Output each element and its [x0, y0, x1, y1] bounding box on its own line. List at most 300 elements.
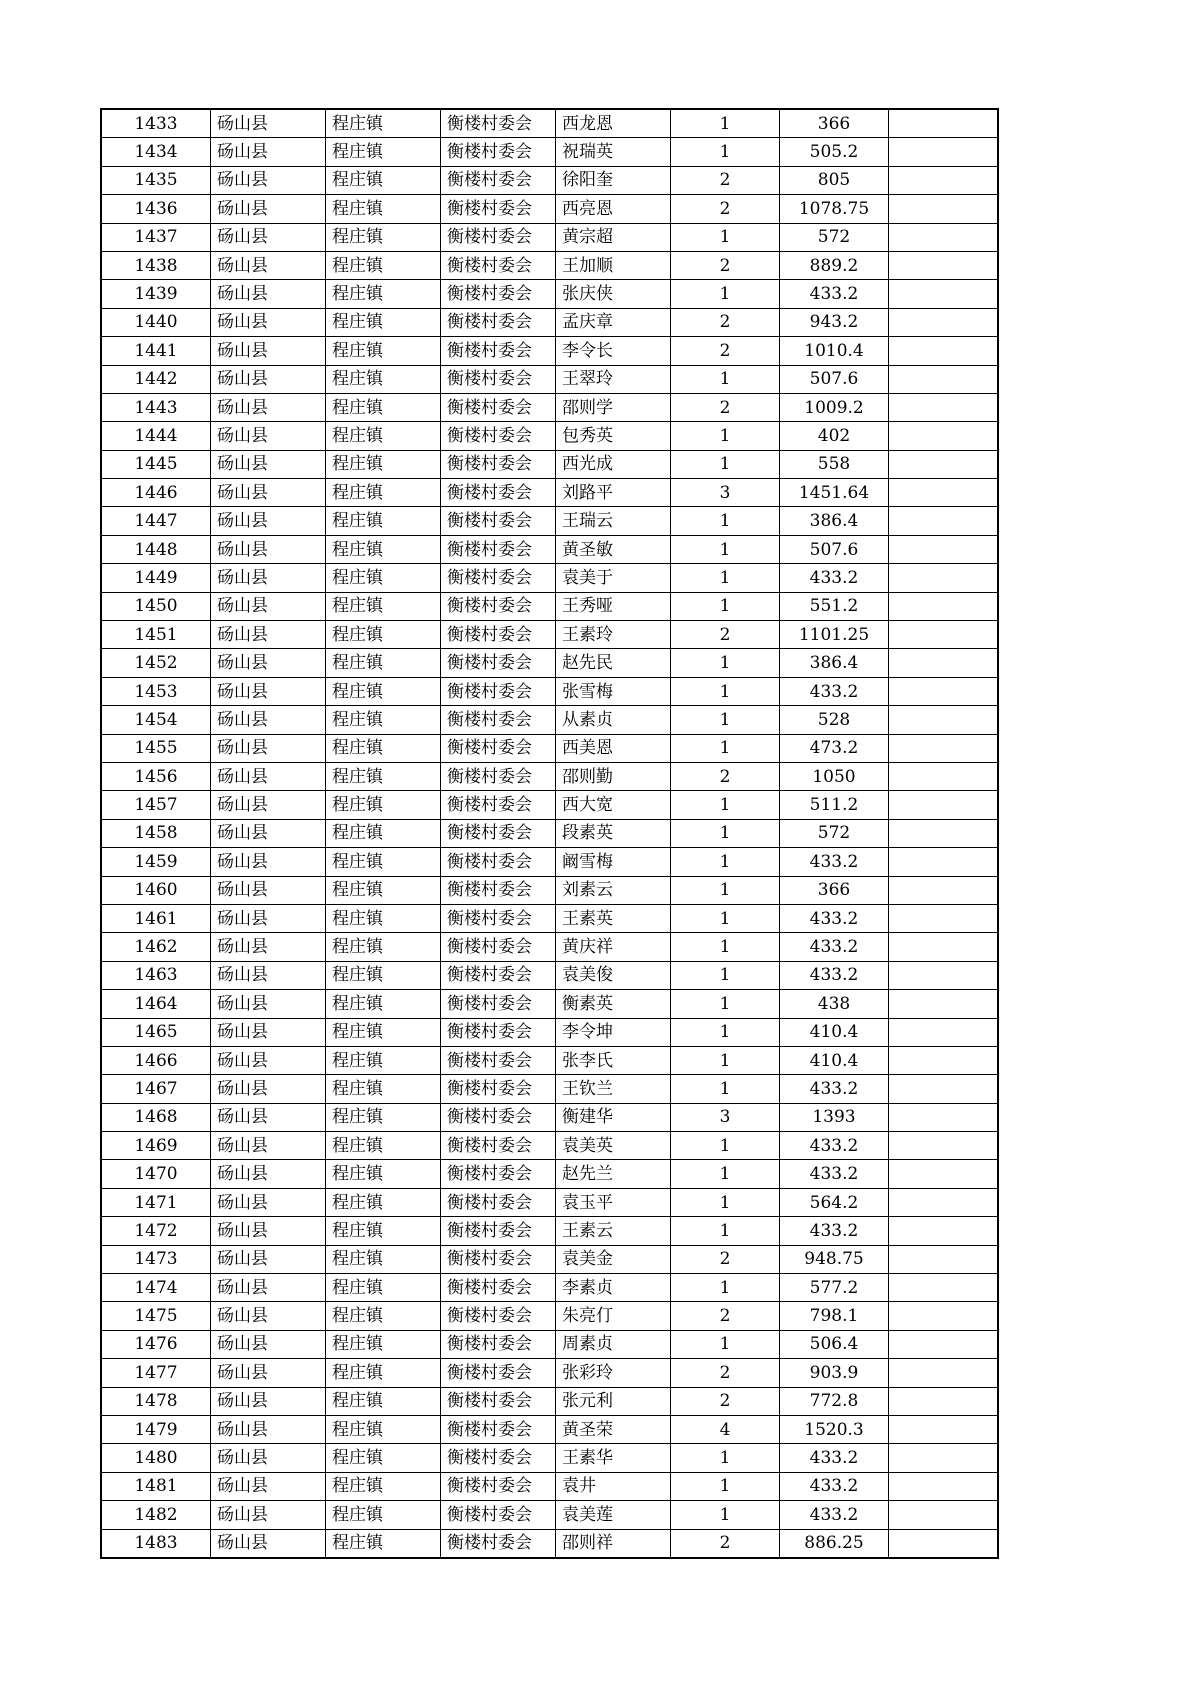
household-count-cell: 1: [671, 791, 780, 819]
note-cell: [889, 223, 999, 251]
table-row: [101, 990, 998, 1018]
row-number-cell: 1464: [101, 990, 211, 1018]
village-cell: 衡楼村委会: [441, 1302, 556, 1330]
row-number-cell: 1463: [101, 961, 211, 989]
town-cell: 程庄镇: [326, 166, 441, 194]
amount-cell: 1009.2: [780, 393, 889, 421]
row-number-cell: 1476: [101, 1330, 211, 1358]
amount-cell: 433.2: [780, 1160, 889, 1188]
table-row: [101, 1330, 998, 1358]
household-count-cell: 2: [671, 166, 780, 194]
table-body: [101, 109, 998, 1558]
village-cell: 衡楼村委会: [441, 734, 556, 762]
name-cell: 袁美俊: [556, 961, 671, 989]
name-cell: 赵先民: [556, 649, 671, 677]
row-number-cell: 1455: [101, 734, 211, 762]
county-cell: 砀山县: [211, 1075, 326, 1103]
household-count-cell: 1: [671, 535, 780, 563]
row-number-cell: 1436: [101, 195, 211, 223]
row-number-cell: 1444: [101, 422, 211, 450]
village-cell: 衡楼村委会: [441, 819, 556, 847]
note-cell: [889, 1132, 999, 1160]
town-cell: 程庄镇: [326, 507, 441, 535]
row-number-cell: 1471: [101, 1188, 211, 1216]
table-row: [101, 1529, 998, 1558]
town-cell: 程庄镇: [326, 1472, 441, 1500]
village-cell: 衡楼村委会: [441, 1103, 556, 1131]
county-cell: 砀山县: [211, 1529, 326, 1558]
note-cell: [889, 535, 999, 563]
town-cell: 程庄镇: [326, 1359, 441, 1387]
amount-cell: 386.4: [780, 649, 889, 677]
amount-cell: 551.2: [780, 592, 889, 620]
county-cell: 砀山县: [211, 677, 326, 705]
row-number-cell: 1472: [101, 1217, 211, 1245]
household-count-cell: 1: [671, 1075, 780, 1103]
village-cell: 衡楼村委会: [441, 1274, 556, 1302]
town-cell: 程庄镇: [326, 876, 441, 904]
household-count-cell: 2: [671, 251, 780, 279]
amount-cell: 433.2: [780, 1444, 889, 1472]
county-cell: 砀山县: [211, 933, 326, 961]
table-row: [101, 762, 998, 790]
household-count-cell: 3: [671, 1103, 780, 1131]
row-number-cell: 1477: [101, 1359, 211, 1387]
county-cell: 砀山县: [211, 308, 326, 336]
county-cell: 砀山县: [211, 791, 326, 819]
village-cell: 衡楼村委会: [441, 933, 556, 961]
amount-cell: 1050: [780, 762, 889, 790]
table-row: [101, 592, 998, 620]
row-number-cell: 1460: [101, 876, 211, 904]
town-cell: 程庄镇: [326, 848, 441, 876]
village-cell: 衡楼村委会: [441, 337, 556, 365]
name-cell: 王瑞云: [556, 507, 671, 535]
amount-cell: 433.2: [780, 564, 889, 592]
row-number-cell: 1446: [101, 479, 211, 507]
county-cell: 砀山县: [211, 990, 326, 1018]
county-cell: 砀山县: [211, 649, 326, 677]
table-row: [101, 1302, 998, 1330]
note-cell: [889, 762, 999, 790]
row-number-cell: 1451: [101, 621, 211, 649]
table-row: [101, 933, 998, 961]
name-cell: 张彩玲: [556, 1359, 671, 1387]
note-cell: [889, 621, 999, 649]
village-cell: 衡楼村委会: [441, 564, 556, 592]
household-count-cell: 1: [671, 819, 780, 847]
note-cell: [889, 138, 999, 166]
county-cell: 砀山县: [211, 592, 326, 620]
note-cell: [889, 1075, 999, 1103]
household-count-cell: 1: [671, 1217, 780, 1245]
row-number-cell: 1452: [101, 649, 211, 677]
town-cell: 程庄镇: [326, 1075, 441, 1103]
amount-cell: 433.2: [780, 1501, 889, 1529]
amount-cell: 433.2: [780, 904, 889, 932]
town-cell: 程庄镇: [326, 1103, 441, 1131]
name-cell: 王素英: [556, 904, 671, 932]
row-number-cell: 1437: [101, 223, 211, 251]
county-cell: 砀山县: [211, 1160, 326, 1188]
county-cell: 砀山县: [211, 1274, 326, 1302]
county-cell: 砀山县: [211, 706, 326, 734]
county-cell: 砀山县: [211, 393, 326, 421]
row-number-cell: 1461: [101, 904, 211, 932]
village-cell: 衡楼村委会: [441, 1160, 556, 1188]
town-cell: 程庄镇: [326, 1245, 441, 1273]
town-cell: 程庄镇: [326, 819, 441, 847]
name-cell: 刘路平: [556, 479, 671, 507]
table-row: [101, 706, 998, 734]
amount-cell: 889.2: [780, 251, 889, 279]
table-row: [101, 1359, 998, 1387]
amount-cell: 798.1: [780, 1302, 889, 1330]
village-cell: 衡楼村委会: [441, 762, 556, 790]
name-cell: 阚雪梅: [556, 848, 671, 876]
table-row: [101, 1444, 998, 1472]
table-row: [101, 819, 998, 847]
note-cell: [889, 649, 999, 677]
note-cell: [889, 876, 999, 904]
household-count-cell: 1: [671, 1188, 780, 1216]
row-number-cell: 1468: [101, 1103, 211, 1131]
row-number-cell: 1448: [101, 535, 211, 563]
village-cell: 衡楼村委会: [441, 280, 556, 308]
county-cell: 砀山县: [211, 1245, 326, 1273]
village-cell: 衡楼村委会: [441, 706, 556, 734]
household-count-cell: 1: [671, 933, 780, 961]
amount-cell: 402: [780, 422, 889, 450]
table-row: [101, 649, 998, 677]
note-cell: [889, 109, 999, 138]
note-cell: [889, 479, 999, 507]
name-cell: 黄庆祥: [556, 933, 671, 961]
table-row: [101, 393, 998, 421]
name-cell: 段素英: [556, 819, 671, 847]
amount-cell: 386.4: [780, 507, 889, 535]
town-cell: 程庄镇: [326, 535, 441, 563]
row-number-cell: 1480: [101, 1444, 211, 1472]
village-cell: 衡楼村委会: [441, 1046, 556, 1074]
village-cell: 衡楼村委会: [441, 166, 556, 194]
amount-cell: 577.2: [780, 1274, 889, 1302]
household-count-cell: 1: [671, 1046, 780, 1074]
table-row: [101, 876, 998, 904]
town-cell: 程庄镇: [326, 621, 441, 649]
table-row: [101, 422, 998, 450]
note-cell: [889, 195, 999, 223]
town-cell: 程庄镇: [326, 961, 441, 989]
village-cell: 衡楼村委会: [441, 507, 556, 535]
row-number-cell: 1454: [101, 706, 211, 734]
household-count-cell: 1: [671, 450, 780, 478]
household-count-cell: 4: [671, 1415, 780, 1443]
town-cell: 程庄镇: [326, 1046, 441, 1074]
household-count-cell: 1: [671, 1274, 780, 1302]
village-cell: 衡楼村委会: [441, 1217, 556, 1245]
town-cell: 程庄镇: [326, 677, 441, 705]
row-number-cell: 1462: [101, 933, 211, 961]
household-count-cell: 2: [671, 1302, 780, 1330]
county-cell: 砀山县: [211, 251, 326, 279]
household-count-cell: 1: [671, 109, 780, 138]
town-cell: 程庄镇: [326, 450, 441, 478]
town-cell: 程庄镇: [326, 1188, 441, 1216]
name-cell: 刘素云: [556, 876, 671, 904]
note-cell: [889, 961, 999, 989]
amount-cell: 805: [780, 166, 889, 194]
county-cell: 砀山县: [211, 1415, 326, 1443]
table-row: [101, 1274, 998, 1302]
note-cell: [889, 1046, 999, 1074]
county-cell: 砀山县: [211, 961, 326, 989]
county-cell: 砀山县: [211, 876, 326, 904]
amount-cell: 1101.25: [780, 621, 889, 649]
county-cell: 砀山县: [211, 1302, 326, 1330]
row-number-cell: 1466: [101, 1046, 211, 1074]
amount-cell: 433.2: [780, 1217, 889, 1245]
name-cell: 袁美莲: [556, 1501, 671, 1529]
name-cell: 衡建华: [556, 1103, 671, 1131]
county-cell: 砀山县: [211, 337, 326, 365]
village-cell: 衡楼村委会: [441, 1018, 556, 1046]
village-cell: 衡楼村委会: [441, 990, 556, 1018]
amount-cell: 528: [780, 706, 889, 734]
table-row: [101, 961, 998, 989]
county-cell: 砀山县: [211, 848, 326, 876]
row-number-cell: 1440: [101, 308, 211, 336]
amount-cell: 438: [780, 990, 889, 1018]
village-cell: 衡楼村委会: [441, 195, 556, 223]
name-cell: 祝瑞英: [556, 138, 671, 166]
row-number-cell: 1435: [101, 166, 211, 194]
note-cell: [889, 564, 999, 592]
town-cell: 程庄镇: [326, 365, 441, 393]
table-row: [101, 308, 998, 336]
county-cell: 砀山县: [211, 280, 326, 308]
note-cell: [889, 280, 999, 308]
town-cell: 程庄镇: [326, 1387, 441, 1415]
note-cell: [889, 791, 999, 819]
amount-cell: 410.4: [780, 1046, 889, 1074]
note-cell: [889, 848, 999, 876]
village-cell: 衡楼村委会: [441, 1387, 556, 1415]
town-cell: 程庄镇: [326, 1330, 441, 1358]
table-row: [101, 1160, 998, 1188]
household-count-cell: 1: [671, 564, 780, 592]
amount-cell: 433.2: [780, 677, 889, 705]
amount-cell: 433.2: [780, 280, 889, 308]
county-cell: 砀山县: [211, 138, 326, 166]
county-cell: 砀山县: [211, 1472, 326, 1500]
note-cell: [889, 1018, 999, 1046]
note-cell: [889, 1302, 999, 1330]
row-number-cell: 1467: [101, 1075, 211, 1103]
county-cell: 砀山县: [211, 1132, 326, 1160]
county-cell: 砀山县: [211, 1046, 326, 1074]
household-count-cell: 1: [671, 961, 780, 989]
note-cell: [889, 990, 999, 1018]
household-count-cell: 1: [671, 422, 780, 450]
amount-cell: 1078.75: [780, 195, 889, 223]
table-row: [101, 1501, 998, 1529]
village-cell: 衡楼村委会: [441, 649, 556, 677]
town-cell: 程庄镇: [326, 280, 441, 308]
county-cell: 砀山县: [211, 195, 326, 223]
county-cell: 砀山县: [211, 1103, 326, 1131]
county-cell: 砀山县: [211, 762, 326, 790]
household-count-cell: 1: [671, 280, 780, 308]
note-cell: [889, 734, 999, 762]
town-cell: 程庄镇: [326, 1217, 441, 1245]
amount-cell: 433.2: [780, 1132, 889, 1160]
county-cell: 砀山县: [211, 535, 326, 563]
county-cell: 砀山县: [211, 422, 326, 450]
name-cell: 黄圣荣: [556, 1415, 671, 1443]
household-count-cell: 1: [671, 223, 780, 251]
town-cell: 程庄镇: [326, 564, 441, 592]
household-count-cell: 1: [671, 138, 780, 166]
county-cell: 砀山县: [211, 1501, 326, 1529]
village-cell: 衡楼村委会: [441, 961, 556, 989]
row-number-cell: 1478: [101, 1387, 211, 1415]
amount-cell: 572: [780, 223, 889, 251]
table-row: [101, 251, 998, 279]
village-cell: 衡楼村委会: [441, 109, 556, 138]
village-cell: 衡楼村委会: [441, 223, 556, 251]
note-cell: [889, 1415, 999, 1443]
town-cell: 程庄镇: [326, 195, 441, 223]
name-cell: 衡素英: [556, 990, 671, 1018]
village-cell: 衡楼村委会: [441, 1330, 556, 1358]
village-cell: 衡楼村委会: [441, 876, 556, 904]
amount-cell: 1520.3: [780, 1415, 889, 1443]
table-row: [101, 138, 998, 166]
name-cell: 王素玲: [556, 621, 671, 649]
town-cell: 程庄镇: [326, 706, 441, 734]
amount-cell: 433.2: [780, 848, 889, 876]
town-cell: 程庄镇: [326, 479, 441, 507]
amount-cell: 772.8: [780, 1387, 889, 1415]
town-cell: 程庄镇: [326, 251, 441, 279]
note-cell: [889, 1188, 999, 1216]
amount-cell: 511.2: [780, 791, 889, 819]
amount-cell: 473.2: [780, 734, 889, 762]
household-count-cell: 1: [671, 1160, 780, 1188]
note-cell: [889, 677, 999, 705]
note-cell: [889, 1245, 999, 1273]
row-number-cell: 1475: [101, 1302, 211, 1330]
household-count-cell: 2: [671, 1245, 780, 1273]
name-cell: 西龙恩: [556, 109, 671, 138]
household-count-cell: 3: [671, 479, 780, 507]
row-number-cell: 1456: [101, 762, 211, 790]
name-cell: 张庆侠: [556, 280, 671, 308]
village-cell: 衡楼村委会: [441, 450, 556, 478]
amount-cell: 564.2: [780, 1188, 889, 1216]
village-cell: 衡楼村委会: [441, 365, 556, 393]
village-cell: 衡楼村委会: [441, 904, 556, 932]
town-cell: 程庄镇: [326, 1415, 441, 1443]
name-cell: 张李氏: [556, 1046, 671, 1074]
county-cell: 砀山县: [211, 109, 326, 138]
note-cell: [889, 308, 999, 336]
note-cell: [889, 251, 999, 279]
name-cell: 黄宗超: [556, 223, 671, 251]
note-cell: [889, 422, 999, 450]
county-cell: 砀山县: [211, 450, 326, 478]
name-cell: 孟庆章: [556, 308, 671, 336]
table-row: [101, 1075, 998, 1103]
village-cell: 衡楼村委会: [441, 251, 556, 279]
village-cell: 衡楼村委会: [441, 592, 556, 620]
county-cell: 砀山县: [211, 904, 326, 932]
note-cell: [889, 365, 999, 393]
name-cell: 王素云: [556, 1217, 671, 1245]
table-row: [101, 848, 998, 876]
household-count-cell: 1: [671, 904, 780, 932]
row-number-cell: 1459: [101, 848, 211, 876]
name-cell: 袁井: [556, 1472, 671, 1500]
town-cell: 程庄镇: [326, 337, 441, 365]
village-cell: 衡楼村委会: [441, 1501, 556, 1529]
note-cell: [889, 1529, 999, 1558]
note-cell: [889, 933, 999, 961]
row-number-cell: 1457: [101, 791, 211, 819]
household-count-cell: 1: [671, 592, 780, 620]
town-cell: 程庄镇: [326, 1444, 441, 1472]
household-count-cell: 1: [671, 677, 780, 705]
household-count-cell: 1: [671, 1444, 780, 1472]
household-count-cell: 2: [671, 1529, 780, 1558]
name-cell: 朱亮仃: [556, 1302, 671, 1330]
name-cell: 袁美英: [556, 1132, 671, 1160]
amount-cell: 1393: [780, 1103, 889, 1131]
amount-cell: 433.2: [780, 1075, 889, 1103]
table-row: [101, 535, 998, 563]
table-row: [101, 621, 998, 649]
name-cell: 从素贞: [556, 706, 671, 734]
table-row: [101, 1188, 998, 1216]
town-cell: 程庄镇: [326, 1274, 441, 1302]
table-row: [101, 1103, 998, 1131]
note-cell: [889, 592, 999, 620]
household-count-cell: 2: [671, 308, 780, 336]
village-cell: 衡楼村委会: [441, 1188, 556, 1216]
row-number-cell: 1449: [101, 564, 211, 592]
household-count-cell: 1: [671, 1330, 780, 1358]
amount-cell: 948.75: [780, 1245, 889, 1273]
row-number-cell: 1434: [101, 138, 211, 166]
row-number-cell: 1438: [101, 251, 211, 279]
household-count-cell: 2: [671, 1359, 780, 1387]
note-cell: [889, 1387, 999, 1415]
county-cell: 砀山县: [211, 365, 326, 393]
household-count-cell: 2: [671, 393, 780, 421]
table-row: [101, 166, 998, 194]
row-number-cell: 1453: [101, 677, 211, 705]
amount-cell: 505.2: [780, 138, 889, 166]
village-cell: 衡楼村委会: [441, 1444, 556, 1472]
amount-cell: 1010.4: [780, 337, 889, 365]
table-row: [101, 1132, 998, 1160]
data-table: [100, 108, 999, 1559]
name-cell: 周素贞: [556, 1330, 671, 1358]
county-cell: 砀山县: [211, 621, 326, 649]
note-cell: [889, 450, 999, 478]
household-count-cell: 1: [671, 876, 780, 904]
